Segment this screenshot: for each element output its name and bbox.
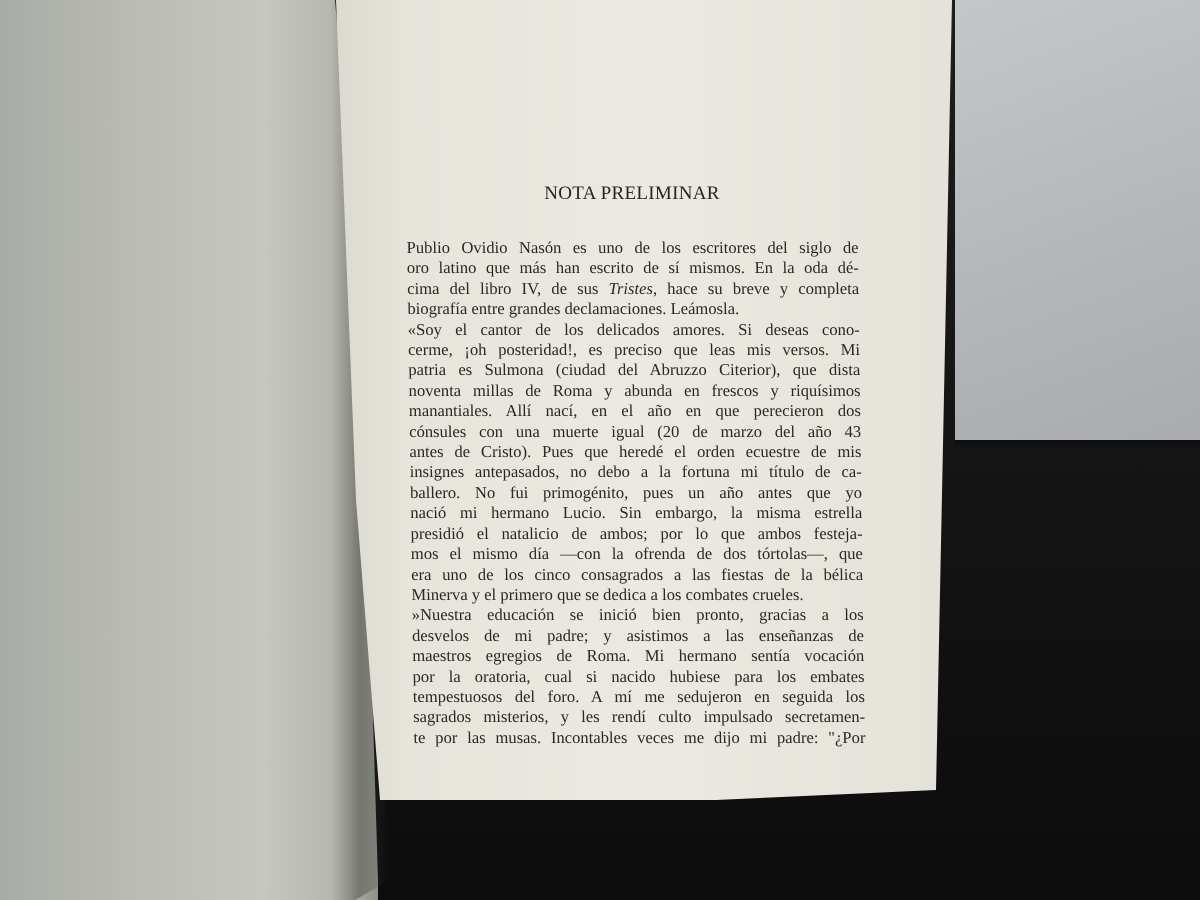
text-line: nació mi hermano Lucio. Sin embargo, la misma estrella — [410, 503, 863, 523]
paragraph-3 — [404, 605, 866, 748]
text-line: patria es Sulmona (ciudad del Abruzzo Citerior), que dista — [408, 360, 861, 380]
text-line: desvelos de mi padre; y asistimos a las enseñanzas de — [411, 625, 865, 645]
text-line: Minerva y el primero que se dedica a los combates crueles. — [411, 584, 804, 604]
text-line: insignes antepasados, no debo a la fortuna mi título de ca- — [409, 462, 862, 482]
text-line: era uno de los cinco consagrados a las fiestas de la bélica — [410, 564, 864, 584]
text-line: cerme, ¡oh posteridad!, es preciso que leas mis versos. Mi — [407, 340, 861, 360]
text-line: por la oratoria, cual si nacido hubiese para los embates — [412, 666, 865, 686]
text-line: presidió el natalicio de ambos; por lo que ambos festeja- — [410, 523, 863, 543]
text-line: cima del libro IV, de sus Tristes, hace su breve y completa — [407, 278, 860, 298]
text-line: mos el mismo día —con la ofrenda de dos tórtolas—, que — [410, 544, 863, 564]
text-line: manantiales. Allí nací, en el año en que perecieron dos — [408, 401, 861, 421]
text-line: sagrados misterios, y les rendí culto impulsado secretamen- — [412, 707, 866, 727]
text-line: «Soy el cantor de los delicados amores. Si deseas cono- — [407, 319, 860, 339]
text-line: oro latino que más han escrito de sí mismos. En la oda dé- — [406, 258, 859, 278]
left-book-page — [0, 0, 378, 900]
text-line: antes de Cristo). Pues que heredé el orden ecuestre de mis — [409, 442, 862, 462]
text-line: noventa millas de Roma y abunda en frescos y riquísimos — [408, 380, 861, 400]
chapter-title: NOTA PRELIMINAR — [544, 183, 720, 204]
italic-work-title: Tristes — [608, 278, 654, 298]
text-line: cónsules con una muerte igual (20 de marzo del año 43 — [409, 421, 862, 441]
text-line: tempestuosos del foro. A mí me sedujeron en seguida los — [412, 686, 865, 706]
paragraph-1 — [398, 238, 859, 320]
text-line: biografía entre grandes declamaciones. Leámosla. — [407, 299, 740, 319]
grey-object-shadow — [955, 440, 1200, 450]
grey-background-object — [955, 0, 1200, 440]
text-line: te por las musas. Incontables veces me dijo mi padre: "¿Por — [413, 727, 866, 747]
text-line: maestros egregios de Roma. Mi hermano sentía vocación — [412, 646, 865, 666]
paragraph-2 — [400, 320, 864, 606]
text-line: Publio Ovidio Nasón es uno de los escritores del siglo de — [406, 238, 859, 257]
text-line: »Nuestra educación se inició bien pronto, gracias a los — [411, 605, 864, 625]
text-line: ballero. No fui primogénito, pues un año antes que yo — [409, 482, 863, 502]
page-body-text — [398, 238, 865, 748]
